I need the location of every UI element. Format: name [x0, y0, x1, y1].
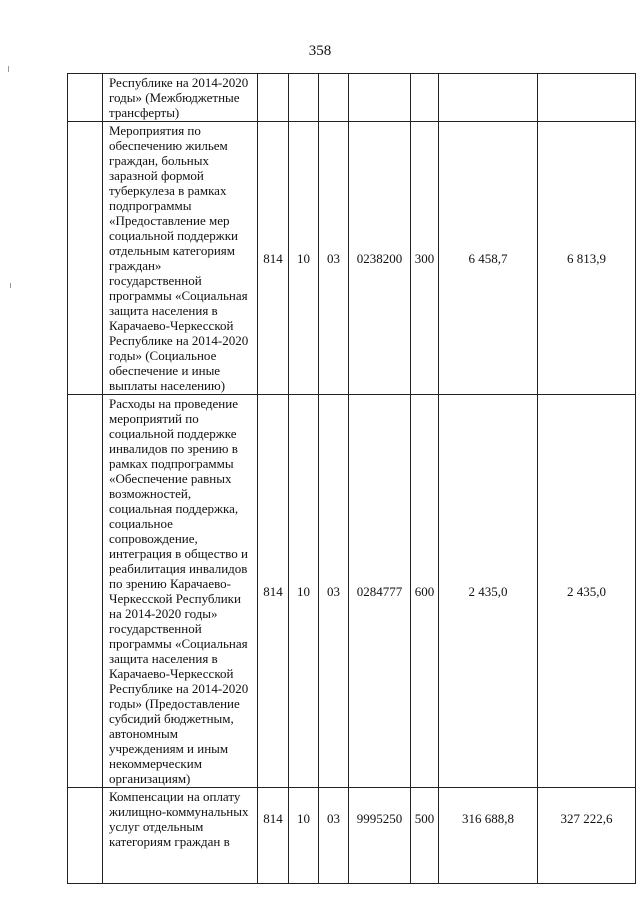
target-article-cell: 0238200	[349, 122, 411, 395]
scan-mark-left-2	[10, 283, 11, 288]
expense-type-cell: 600	[411, 395, 439, 788]
section-cell	[289, 74, 319, 122]
item-name-cell: Компенсации на оплату жилищно-коммунальных услуг отдельным категориям граждан в	[103, 788, 258, 884]
subsection-cell	[319, 74, 349, 122]
target-article-cell: 0284777	[349, 395, 411, 788]
sum-2015-cell: 316 688,8	[439, 788, 538, 884]
section-cell: 10	[289, 395, 319, 788]
item-name-cell: Расходы на проведение мероприятий по социальной поддержке инвалидов по зрению в рамках подпрограммы «Обеспечение равных возможностей, социальная поддержка, социальное сопровождение, интеграция в общество и реабилитация инвалидов по зрению Карачаево-Черкесской Республики на 2014-2020 годы» государственной программы «Социальная защита населения в Карачаево-Черкесской Республике на 2014-2020 годы» (Предоставление субсидий бюджетным, автономным учреждениям и иным некоммерческим организациям)	[103, 395, 258, 788]
section-cell: 10	[289, 788, 319, 884]
grbs-cell: 814	[258, 788, 289, 884]
scan-mark-left	[8, 66, 9, 72]
section-cell: 10	[289, 122, 319, 395]
sum-2015-cell	[439, 74, 538, 122]
grbs-cell: 814	[258, 122, 289, 395]
row-number-cell	[68, 74, 103, 122]
grbs-cell	[258, 74, 289, 122]
table-row	[68, 74, 636, 122]
sum-2016-cell	[538, 74, 636, 122]
grbs-cell: 814	[258, 395, 289, 788]
budget-table	[67, 73, 636, 884]
item-name-cell: Республике на 2014-2020 годы» (Межбюджетные трансферты)	[103, 74, 258, 122]
sum-2016-cell: 2 435,0	[538, 395, 636, 788]
row-number-cell	[68, 395, 103, 788]
table-row	[68, 788, 636, 884]
expense-type-cell: 500	[411, 788, 439, 884]
subsection-cell: 03	[319, 122, 349, 395]
page-number: 358	[308, 43, 332, 59]
subsection-cell: 03	[319, 788, 349, 884]
row-number-cell	[68, 788, 103, 884]
target-article-cell: 9995250	[349, 788, 411, 884]
sum-2015-cell: 6 458,7	[439, 122, 538, 395]
sum-2015-cell: 2 435,0	[439, 395, 538, 788]
table-row	[68, 122, 636, 395]
item-name-cell: Мероприятия по обеспечению жильем граждан, больных заразной формой туберкулеза в рамках подпрограммы «Предоставлeние мер социальной поддержки отдельным категориям граждан» государственной программы «Социальная защита населения в Карачаево-Черкесской Республике на 2014-2020 годы» (Социальное обеспечение и иные выплаты населению)	[103, 122, 258, 395]
subsection-cell: 03	[319, 395, 349, 788]
sum-2016-cell: 6 813,9	[538, 122, 636, 395]
sum-2016-cell: 327 222,6	[538, 788, 636, 884]
target-article-cell	[349, 74, 411, 122]
expense-type-cell: 300	[411, 122, 439, 395]
table-row	[68, 395, 636, 788]
expense-type-cell	[411, 74, 439, 122]
row-number-cell	[68, 122, 103, 395]
